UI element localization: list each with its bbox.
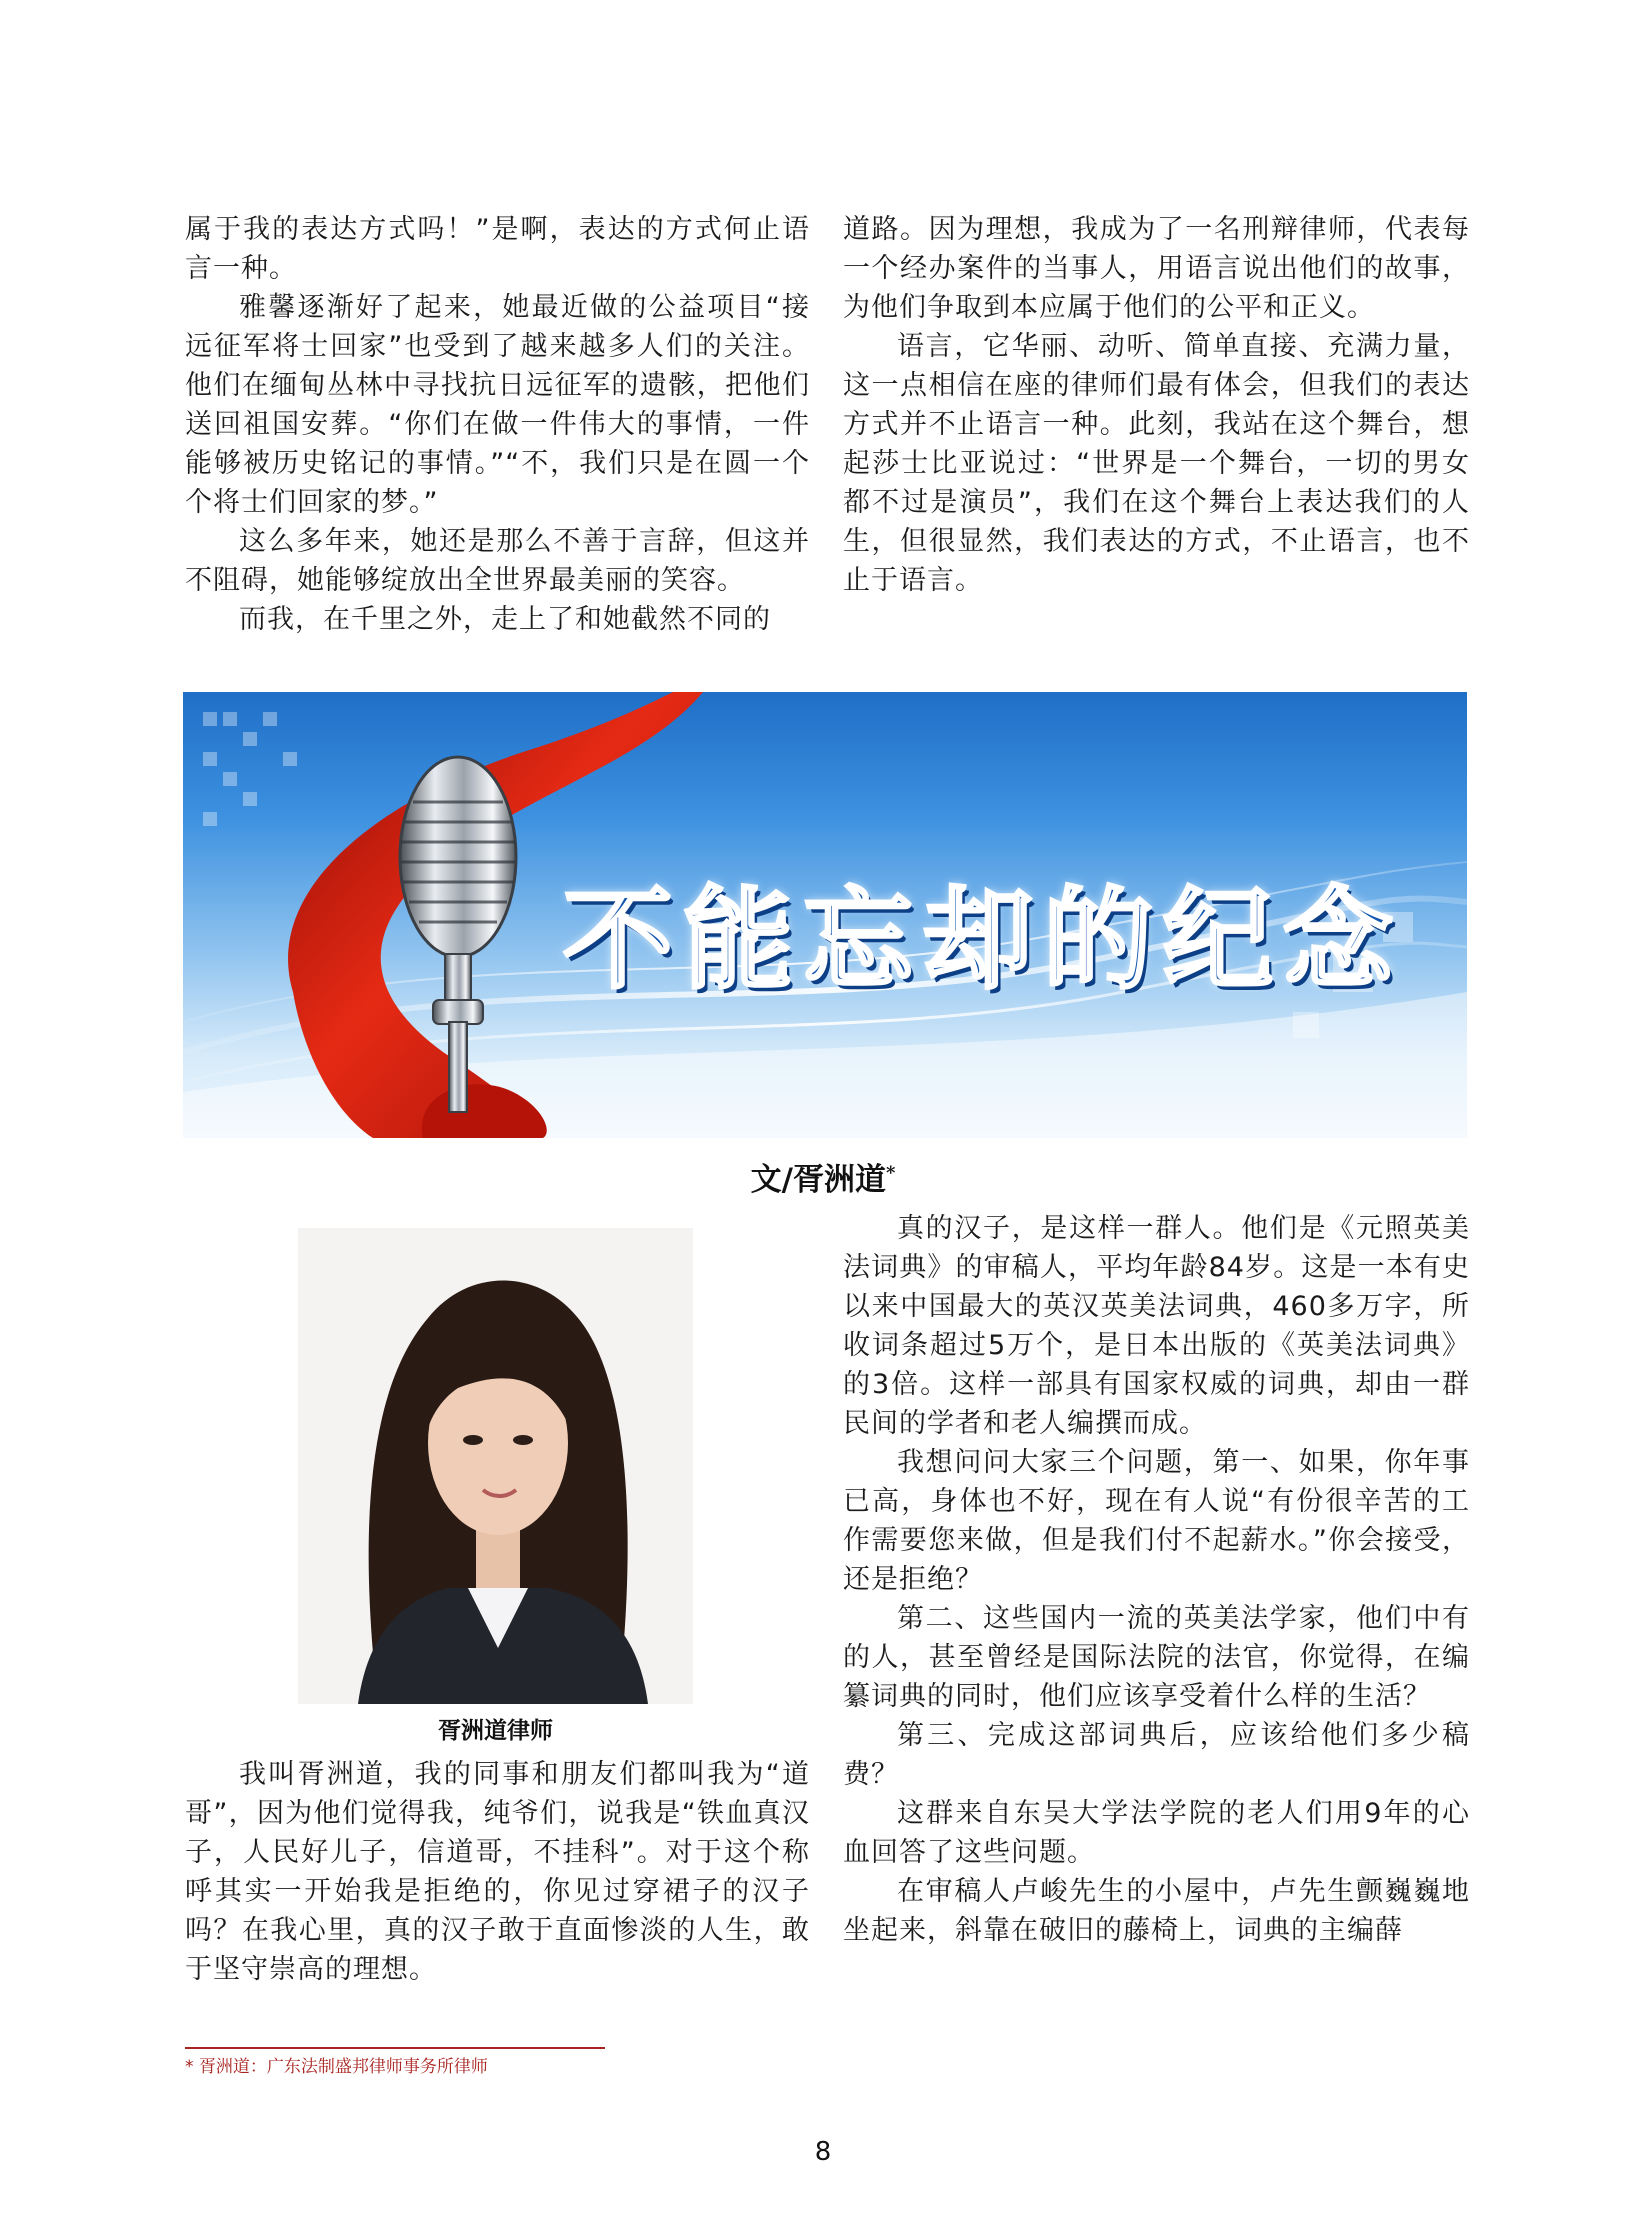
article-banner [183,692,1467,1138]
article-column-bottom-right [843,1209,1470,1950]
banner-title: 不能忘却的纪念 [563,876,1403,1004]
article-paragraph: 我叫胥洲道，我的同事和朋友们都叫我为“道哥”，因为他们觉得我，纯爷们，说我是“铁血真汉子，人民好儿子，信道哥，不挂科”。对于这个称呼其实一开始我是拒绝的，你见过穿裙子的汉子吗？在我心里，真的汉子敢于直面惨淡的人生，敢于坚守崇高的理想。 [185,1759,810,1985]
article-paragraph: 在审稿人卢峻先生的小屋中，卢先生颤巍巍地坐起来，斜靠在破旧的藤椅上，词典的主编薛 [843,1876,1470,1946]
photo-caption: 胥洲道律师 [438,1717,553,1744]
article-byline [0,1154,1646,1199]
footnote-divider [185,2047,605,2049]
article-column-top-right [843,210,1470,600]
article-paragraph: 雅馨逐渐好了起来，她最近做的公益项目“接远征军将士回家”也受到了越来越多人们的关注。他们在缅甸丛林中寻找抗日远征军的遗骸，把他们送回祖国安葬。“你们在做一件伟大的事情，一件能够被历史铭记的事情。”“不，我们只是在圆一个个将士们回家的梦。” [185,292,810,518]
author-portrait [298,1228,693,1704]
article-paragraph: 语言，它华丽、动听、简单直接、充满力量，这一点相信在座的律师们最有体会，但我们的表达方式并不止语言一种。此刻，我站在这个舞台，想起莎士比亚说过：“世界是一个舞台，一切的男女都不过是演员”，我们在这个舞台上表达我们的人生，但很显然，我们表达的方式，不止语言，也不止于语言。 [843,331,1470,596]
footnote: * 胥洲道：广东法制盛邦律师事务所律师 [185,2057,488,2077]
article-paragraph: 第三、完成这部词典后，应该给他们多少稿费？ [843,1720,1470,1790]
article-column-bottom-left [185,1755,810,1989]
portrait-photo-icon [298,1228,693,1704]
article-paragraph: 道路。因为理想，我成为了一名刑辩律师，代表每一个经办案件的当事人，用语言说出他们的故事，为他们争取到本应属于他们的公平和正义。 [843,214,1470,323]
article-paragraph: 这群来自东吴大学法学院的老人们用9年的心血回答了这些问题。 [843,1798,1470,1868]
article-paragraph: 属于我的表达方式吗！”是啊，表达的方式何止语言一种。 [185,214,810,284]
article-paragraph: 我想问问大家三个问题，第一、如果，你年事已高，身体也不好，现在有人说“有份很辛苦的工作需要您来做，但是我们付不起薪水。”你会接受，还是拒绝？ [843,1447,1470,1595]
byline-text: 文/胥洲道 [750,1162,886,1198]
article-paragraph: 这么多年来，她还是那么不善于言辞，但这并不阻碍，她能够绽放出全世界最美丽的笑容。 [185,526,810,596]
article-paragraph: 第二、这些国内一流的英美法学家，他们中有的人，甚至曾经是国际法院的法官，你觉得，在编纂词典的同时，他们应该享受着什么样的生活？ [843,1603,1470,1712]
article-paragraph: 而我，在千里之外，走上了和她截然不同的 [239,604,771,635]
page-number: 8 [814,2137,832,2167]
article-column-top-left [185,210,810,639]
article-paragraph: 真的汉子，是这样一群人。他们是《元照英美法词典》的审稿人，平均年龄84岁。这是一本有史以来中国最大的英汉英美法词典，460多万字，所收词条超过5万个，是日本出版的《英美法词典》的3倍。这样一部具有国家权威的词典，却由一群民间的学者和老人编撰而成。 [843,1213,1470,1439]
byline-footnote-mark: * [885,1162,896,1184]
